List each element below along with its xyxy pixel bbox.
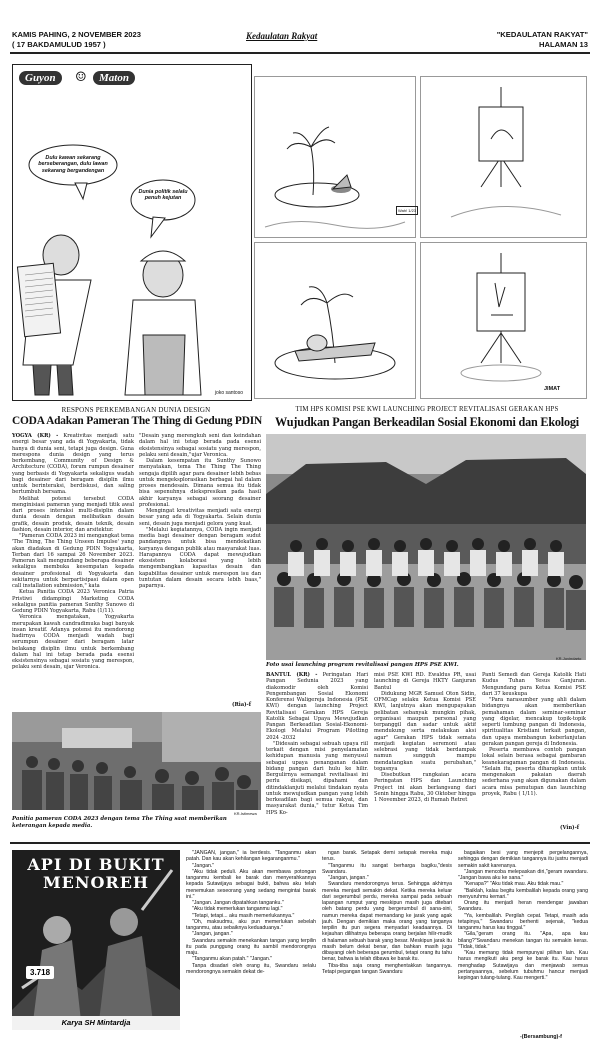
strip-panel-4-drawing: [421, 243, 586, 398]
serial-col3-p7: "Gila,"geram orang itu. "Apa, apa kau bilang?"Swandaru menekan tangan itu semakin keras. "Tidak, tidak.": [458, 931, 588, 950]
right-col3-p1: Panti Semedi dan Gereja Katolik Hati Kudus Tuhan Yesus Ganjuran. Mengundang para Ketua Komisi PSE dari 37 keuskupa: [482, 672, 586, 697]
cartoonist-credit: joko santoso: [214, 390, 243, 396]
strip-panel-1: [254, 76, 416, 238]
left-photo-credit: KR-Istimewa: [234, 811, 257, 816]
serial-author: Karya SH Mintardja: [12, 1016, 180, 1030]
serial-col1-p9: Swandaru semakin menekankan tangan yang terpilin itu pada punggung orang itu sambil mendorongnya maju.: [186, 937, 316, 956]
masthead-rule: [10, 52, 590, 54]
section-rule: [10, 842, 590, 844]
strip-panel-2: [420, 76, 587, 238]
left-col1-p5: Veronica mengatakan, Yogyakarta merupakan kawah candradimuka bagi banyak insan kreatif. Adanya potensi itu mendorong hadirnya CODA menjadi wadah bagi serumpun desainer dari beragam latar belakang disiplin ilmu untuk berkembang dalam hal ini tetap berada pada esensi eksistensinya sebagai sosiatu yang merespon, pelaku seni desain, ujar Veronica.: [12, 614, 134, 671]
strip-panel-2-drawing: [421, 77, 586, 237]
strip-panel-1-drawing: [255, 77, 415, 237]
right-photo-caption: Foto usai launching program revitalisasi pangan HPS PSE KWI.: [266, 662, 459, 668]
issue-date-javanese: ( 17 BAKDAMULUD 1957 ): [12, 40, 106, 49]
serial-col3-p1: bagaikan besi yang menjepit pergelangannya, sehingga dengan demikian tangannya itu justru menjadi semakin sakit karenanya.: [458, 850, 588, 869]
left-col2-p3: Mengingat kreativitas menjadi satu energi besar yang ada di Yogyakarta. Selain dunia seni, desain juga menjadi gelora yang kuat.: [139, 508, 261, 527]
cartoon-title-right: Maton: [93, 71, 135, 85]
right-col2-p2: Didukung MGR Samuel Oton Sidin, OFMCap selaku Ketua Komisi PSE KWI, lanjutnya akan mengupayakan pelibatan sebanyak mungkin pihak, organisasi maupun personal yang terpanggil dan sadar untuk aktif mendukung serta melakukan aksi agar" Gerakan HPS tidak semata menjadi kegiatan seremoni atau selebrasi yang tidak berdampak namun sungguh mampu mendatangkan suatu perubahan," tegasnya: [374, 690, 476, 772]
right-article-col-1: [266, 672, 368, 832]
serial-col3-p3: "Kenapa?" "Aku tidak mau. Aku tidak mau.": [464, 881, 564, 888]
strip-panel-3-drawing: [255, 243, 415, 398]
right-photo-credit: KR-Jovindarto: [556, 656, 582, 661]
paper-name: "KEDAULATAN RAKYAT": [496, 30, 588, 39]
serial-col3-p4: "Baiklah, kalau begitu kembalilah kepada orang yang menyuruhmu kemari.": [458, 887, 588, 900]
serial-illustration: [12, 850, 180, 1030]
right-signoff: (Vin)-f: [560, 825, 579, 831]
serial-col1-p10: "Tanganmu akan patah." "Jangan.": [192, 956, 273, 963]
left-signoff: (Ria)-f: [232, 702, 251, 708]
serial-col1-p4: "Jangan. Jangan dipatahkan tanganku.": [192, 900, 284, 906]
serial-col2-p5: Tiba-tiba saja orang menghentakkan tangannya. Tetapi pegangan tangan Swandaru: [322, 962, 452, 975]
strip-signature-1: Wah! 1/23: [398, 208, 417, 213]
serial-col3-p8: "Kau memang tidak mempunyai pilihan lain. Kau harus mengikuti aku pergi ke barak itu. Kau harus menghadap Sutawijaya dan menjawab semua pertanyaannya, sebelum tubuhmu hancur menjadi kepingan tulang-tulang. Kau mengerti.": [458, 950, 588, 981]
left-kicker: RESPONS PERKEMBANGAN DUNIA DESIGN: [61, 406, 211, 414]
serial-col-3: [458, 850, 588, 1032]
serial-col-2: [322, 850, 452, 1042]
left-article-col-1: [12, 433, 134, 709]
serial-col1-p1: "JANGAN, jangan," ia berdesis. "Tanganmu akan patah. Dan kau akan kehilangan kegaranganmu.": [186, 850, 316, 863]
serial-col2-p4: Swandaru mendorongnya terus. Sehingga akhirnya mereka menjadi semakin dekat. Ketika mereka keluar dari segerumbul perdu, mereka sampai pada sebuah lapangan rumput yang meskipun masih juga ditebari oleh batang perdu yang bergerumbul di sana-sini, namun mereka dapat memandang ke jarak yang agak jauh. Dengan demikian maka orang yang tanganya terpilin itu pun segera menyadari keadaannya. Di kejauhan dilihatnya beberapa orang berjalan hilir-mudik di halaman sebuah barak yang besar. Meskipun jarak itu masih belum dekat benar, dan bahkan masih juga dibayangi oleh beberapa gerumbul, tetapi orang itu tahu benar, bahwa ia telah dibawa ke barak itu.: [322, 881, 452, 963]
right-article-col-2: [374, 672, 476, 832]
right-col2-p1: misi PSE KWI RD. Ewaldus PR, usai launching di Gereja HKTY Ganjuran Bantul: [374, 672, 476, 691]
right-dateline: BANTUL (KR) -: [266, 672, 318, 678]
serial-col1-p8: "Jangan, jangan.": [192, 931, 233, 938]
serial-signoff: -(Bersambung)-f: [520, 1034, 562, 1040]
serial-col3-p5: Orang itu menjadi heran mendengar jawaban Swandaru.: [458, 900, 588, 913]
serial-col1-p11: Tanpa disadari oleh orang itu, Swandaru selalu mendorongnya semakin dekat de-: [186, 962, 316, 975]
speech-bubble-2: Dunia politik selalu penuh kejutan: [138, 189, 188, 202]
serial-title: API DI BUKIT MENOREH: [27, 855, 165, 892]
coda-press-photo-drawing: [12, 712, 261, 810]
page-number: HALAMAN 13: [539, 40, 588, 49]
left-col2-p2: Dalam kesempatan itu Sunthy Sunowo menyatakan, tema The Thing The Thing sengaja dipilih agar para desainer lebih bebas untuk mengeksplorasikan berbagai hal dalam proses mendesain. Dimana semua itu tidak bisa sepenuhnya diekspresikan pada hasil akhir karyanya sebagai seorang desainer profesional.: [139, 458, 261, 508]
cartoon-drawing: [13, 65, 251, 400]
right-headline: Wujudkan Pangan Berkeadilan Sosial Ekonomi dan Ekologi: [275, 415, 579, 429]
left-headline: CODA Adakan Pameran The Thing di Gedung PDIN: [12, 415, 262, 427]
coda-press-photo: [12, 712, 261, 810]
serial-col2-p1: ngan barak. Setapak demi setapak mereka maju terus.: [322, 850, 452, 863]
left-photo-caption: Panitia pameran CODA 2023 dengan tema The Thing saat memberikan keterangan kepada media.: [12, 816, 227, 829]
left-col2-p1: "Desain yang merengkuh seni dan keindahan dalam hal ini tetap berada pada esensi eksistensinya sebagai sosiatu yang merespon, pelaku seni desain,"ujar Veronica.: [139, 433, 261, 458]
left-col1-p2: Melihat potensi tersebut CODA menginisiasi pameran yang menjadi titik awal dari proses interaksi multi-disiplin dalam dunia desain dengan melibatkan desain grafik, desain produk, desain teknik, desain fashion, desain interior, dan arsitektur.: [12, 495, 134, 533]
left-col1-p3: "Pameran CODA 2023 ini mengangkat tema 'The Thing, The Thing Unseen Impulse' yang akan diadakan di Gedung PDIN Yogyakarta, Terban dari 16 sampai 26 November 2023. Pameran kali mengundang beberapa desainer sekaligus membuka kesempatan kepada desainer profesional di Yogyakarta dan sekitarnya untuk berpartisipasi dalam open call installation submission," kata: [12, 533, 134, 589]
left-col1-p4: Ketua Panitia CODA 2023 Veronica Patria Pristiwi didampingi Marketing CODA sekaligus panitia pameran Sunthy Sunowo di Gedung PDIN Yogyakarta, Rabu (1/11).: [12, 589, 134, 614]
serial-col1-p6: "Tetapi, tetapi... aku masih memerlukannya.": [192, 912, 295, 919]
strip-panel-3: [254, 242, 416, 399]
right-article-col-3: [482, 672, 586, 824]
right-col2-p3: Disebutkan rangkaian acara Peringatan HPS dan Launching Project ini akan berlangsung dari Senin hingga Rabu, 30 Oktober hingga 1 November 2023, di Rumah Retret: [374, 772, 476, 803]
serial-col2-p2: "Tanganmu itu sangat berharga bagiku,"desis Swandaru.: [322, 862, 452, 875]
right-kicker: TIM HPS KOMISI PSE KWI LAUNCHING PROJECT REVITALISASI GERAKAN HPS: [295, 406, 559, 413]
serial-col1-p5: "Aku tidak memerlukan tanganmu lagi.": [192, 906, 283, 913]
serial-col3-p6: "Ya, kembalilah. Pergilah cepat. Tetapi, masih ada tetapinya," Swandaru berhenti sejenak, "kedua tanganmu harus kau tinggal.": [458, 912, 588, 931]
strip-signature-2: JIMAT: [544, 386, 561, 392]
right-col1-p2: "Didesain sebagai sebuah upaya riil terkait dengan misi penyelamatan kehidupan manusia yang menyusul sebagai upaya penanganan dalam bidang pangan dari hulu ke hilir. Bergulirnya semangat revitalisasi ini perlu disikapi, dipahami dan ditindaklanjuti melalui tindakan nyata untuk mewujudkan pangan yang lebih berkeadilan bagi semua rakyat, dan masyarakat dunia," tutur Ketua Tim HPS Ko-: [266, 740, 368, 816]
paper-logo: Kedaulatan Rakyat: [246, 31, 318, 41]
comic-strip: [254, 64, 586, 399]
serial-col-1: [186, 850, 316, 1042]
guyon-maton-cartoon: [12, 64, 252, 401]
left-col2-p4: "Melalui kegiatannya, CODA ingin menjadi media bagi desainer dengan beragam sudut pandangnya untuk bisa mendekatkan karyanya dengan publik atau masyarakat luas. Harapannya CODA dapat mewujudkan ekosistem kolaborasi yang lebih mengembangkan kapasitas desain dan kapabilitas desainer untuk merespon isu dan tuntutan dalam desain secara lebih baas," paparnya.: [139, 526, 261, 589]
serial-col1-p7: "Oh, maksudmu, aku pun memerlukan sebelah tanganmu, atau sebaiknya keduaduanya.": [186, 918, 316, 931]
speech-bubble-1: Dulu kawan sekarang berseberangan, dulu lawan sekarang bergandengan: [38, 155, 108, 174]
serial-col1-p2: "Jangan.": [192, 862, 215, 869]
left-col1-p1: Kreativitas menjadi satu energi besar yang ada di Yogyakarta, tidak hanya di dunia seni, tetapi juga design. Guna merespons dunia design yang terus berkembang, Community of Design & Architecture (CODA), forum rumpun desainer yang berbasis di Yogyakarta sekaligus wadah bagi desainer dari beragam disiplin ilmu untuk berinteraksi, berdiskusi, dan saling bertumbuh bersama.: [12, 433, 134, 496]
serial-episode-number: 3.718: [26, 966, 54, 979]
left-dateline: YOGYA (KR) -: [12, 433, 59, 439]
serial-col2-p3: "Jangan, jangan.": [328, 875, 369, 881]
issue-date: KAMIS PAHING, 2 NOVEMBER 2023: [12, 30, 141, 39]
right-col3-p2: "Para narasumber yang ahli dalam bidangnya akan memberikan pemahaman dalam seminar-seminar yang digelar, mencakup topik-topik seperti lumbung pangan di Indonesia, spiritualitas Kristiani terkait pangan, dan upaya membangun keberlanjutan gerakan pangan gereja di Indonesia.: [482, 697, 586, 747]
right-col1-p1: Peringatan Hari Pangan Sedunia 2023 yang diakomodir oleh Komisi Pengembangan Sosial Ekonomi Konferensi Waligereja Indonesia (PSE KWI) dengan launching Project Revitalisasi Gerakan HPS Gereja Katolik Sebagai Upaya Mewujudkan Pangan Berkeadilan Sosial-Ekonomi-Ekologi Melalui Program Pilotting 2024 -2032: [266, 672, 368, 741]
cartoon-smile-icon: ☺: [75, 70, 87, 85]
hps-group-photo-drawing: [266, 434, 586, 660]
serial-col3-p2: "Jangan mencoba melepaskan diri,"geram swandaru. "Jangan bawa aku ke sana.": [458, 868, 588, 881]
right-col3-p3: Peserta membawa contoh pangan lokal selain berasa sebagai gambaran keanekaragaman pangan di Indonesia. "Selain itu, peserta diharapkan untuk mengenakan pakaian daerah sederhana yang akan digunakan dalam acara misa penutupan dan launching proyek, Rabu ( 1/11).: [482, 747, 586, 797]
strip-panel-4: [420, 242, 587, 399]
cartoon-title-left: Guyon: [19, 71, 62, 85]
serial-col1-p3: "Aku tidak peduli. Aku akan membawa potongan tanganmu kembali ke barak dan menyerahkannya kepada Sutawijaya sebagai bukti, bahwa aku telah menemukan seseorang yang sedang mengintai barak ini.": [186, 868, 316, 900]
hps-group-photo: [266, 434, 586, 660]
left-article-col-2: [139, 433, 261, 698]
